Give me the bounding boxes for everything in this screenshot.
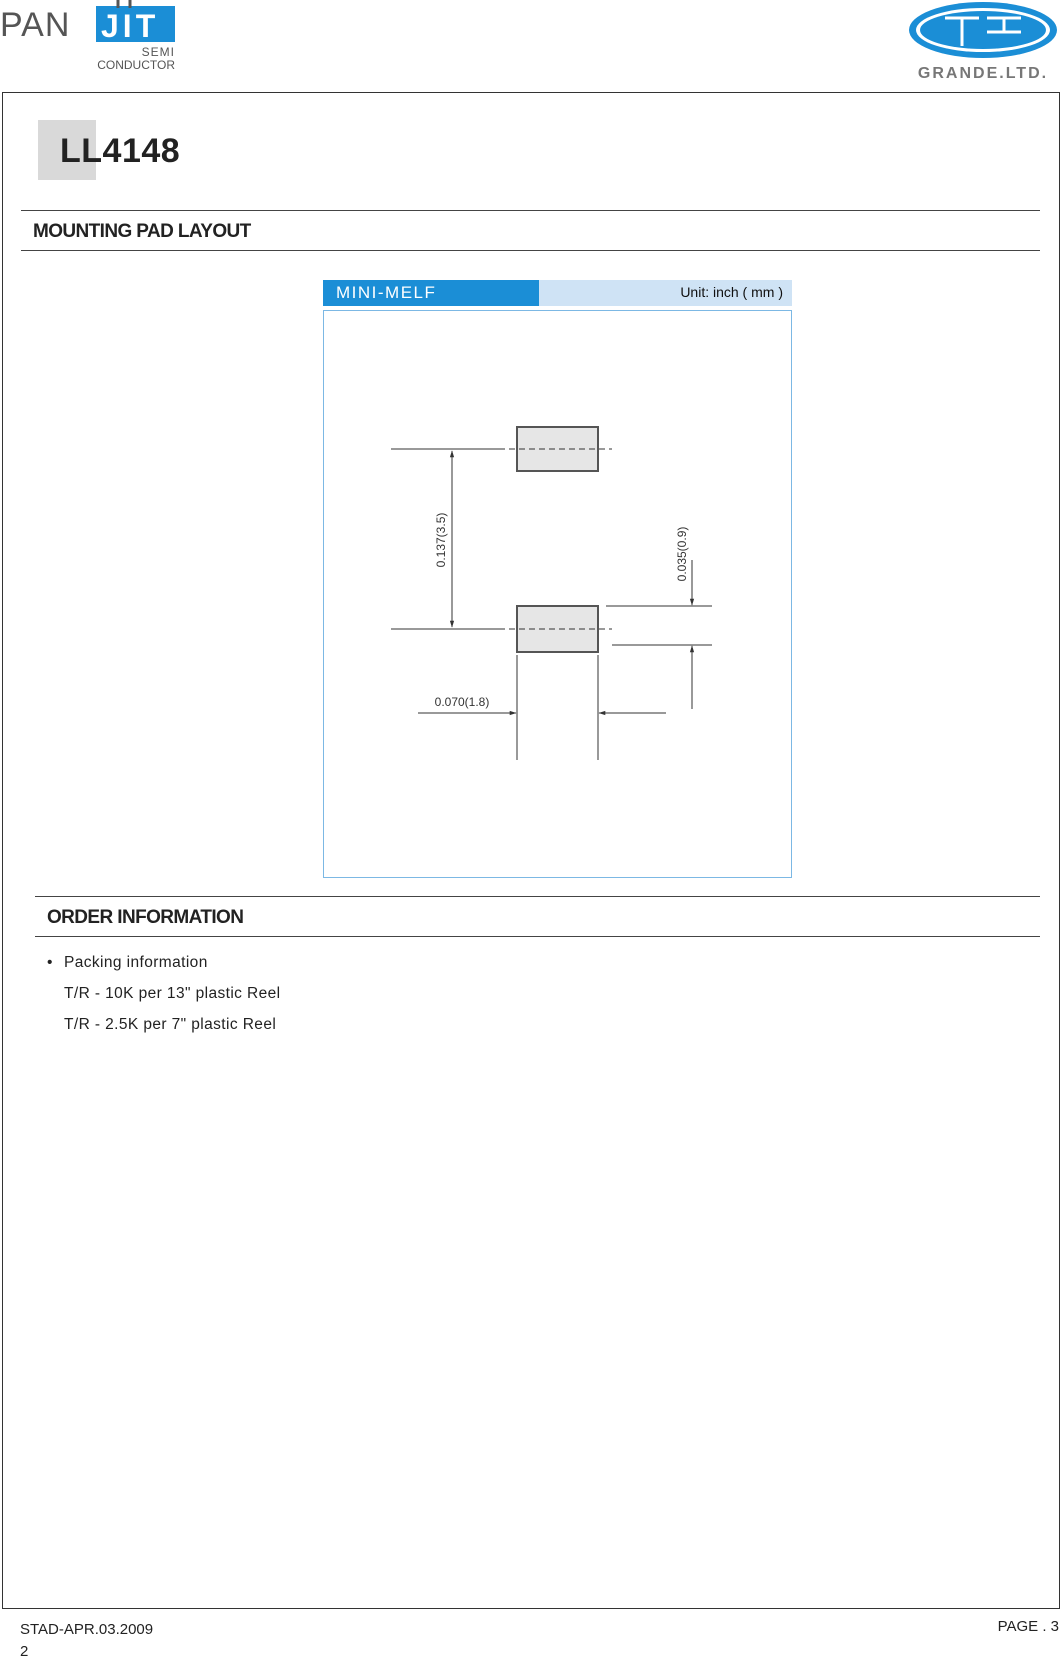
panjit-logo-jit: JIT: [101, 8, 160, 44]
packing-line-1: T/R - 10K per 13" plastic Reel: [64, 985, 281, 1002]
order-heading-rule-bottom: [35, 936, 1040, 937]
grande-logo-text: GRANDE.LTD.: [917, 65, 1049, 82]
panjit-logo-conductor: CONDUCTOR: [97, 58, 175, 72]
panjit-logo-pan: PAN: [0, 6, 71, 44]
pad-height-label: 0.035(0.9): [675, 526, 689, 582]
document-revision: 2: [20, 1643, 29, 1660]
pad-layout-drawing: [323, 310, 792, 878]
panjit-logo-semi: SEMI: [141, 45, 175, 59]
part-number-title: LL4148: [60, 132, 181, 170]
packing-information-title: Packing information: [64, 954, 208, 971]
mounting-pad-layout-heading: MOUNTING PAD LAYOUT: [33, 221, 251, 242]
page-number: PAGE . 3: [997, 1618, 1059, 1635]
grande-logo-core: [920, 11, 1046, 49]
grande-logo: [905, 0, 1061, 85]
package-name-label: MINI-MELF: [336, 283, 437, 302]
order-information-heading: ORDER INFORMATION: [47, 907, 244, 928]
pad-width-label: 0.070(1.8): [434, 695, 490, 709]
unit-label: Unit: inch ( mm ): [680, 284, 783, 300]
mounting-heading-rule-top: [21, 210, 1040, 211]
document-code: STAD-APR.03.2009: [20, 1621, 154, 1638]
pitch-dimension-label: 0.137(3.5): [434, 512, 448, 568]
packing-line-2: T/R - 2.5K per 7" plastic Reel: [64, 1016, 277, 1033]
panjit-logo: [0, 0, 180, 75]
mounting-heading-rule-bottom: [21, 250, 1040, 251]
packing-bullet: •: [47, 954, 53, 971]
order-heading-rule-top: [35, 896, 1040, 897]
